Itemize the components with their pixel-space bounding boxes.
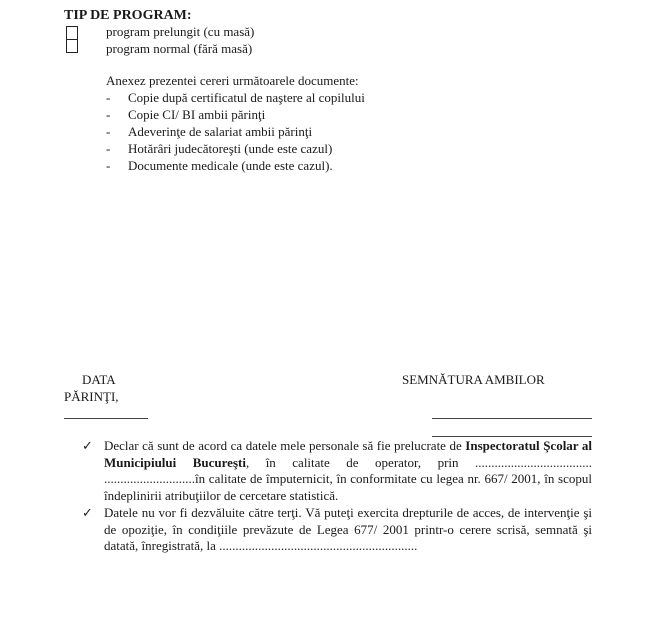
date-label: DATA bbox=[82, 372, 116, 387]
option-normal-program: program normal (fără masă) bbox=[106, 41, 253, 56]
signature-line-1[interactable] bbox=[432, 418, 592, 419]
checkbox-normal-program[interactable] bbox=[66, 40, 78, 53]
program-checkboxes[interactable] bbox=[64, 26, 78, 53]
inspectorate-name: Inspectoratul Şcolar al Municipiului Bucureşti bbox=[104, 438, 592, 470]
checkbox-extended-program[interactable] bbox=[66, 26, 78, 40]
documents-heading: Anexez prezentei cereri următoarele documente: bbox=[106, 73, 359, 88]
date-line[interactable] bbox=[64, 418, 148, 419]
document-item: - Documente medicale (unde este cazul). bbox=[106, 158, 333, 173]
checkmark-icon: ✓ bbox=[82, 505, 93, 520]
signature-label: SEMNĂTURA AMBILOR bbox=[402, 372, 545, 387]
option-extended-program: program prelungit (cu masă) bbox=[106, 24, 255, 39]
document-item: - Adeverinţe de salariat ambii părinţi bbox=[106, 124, 313, 139]
checkmark-icon: ✓ bbox=[82, 438, 93, 453]
signature-line-2[interactable] bbox=[432, 436, 592, 437]
program-type-title: TIP DE PROGRAM: bbox=[64, 8, 192, 23]
document-item: - Hotărâri judecătoreşti (unde este cazul) bbox=[106, 141, 333, 156]
parents-label: PĂRINŢI, bbox=[64, 389, 119, 404]
document-item: - Copie după certificatul de naştere al copilului bbox=[106, 90, 365, 105]
document-item: - Copie CI/ BI ambii părinţi bbox=[106, 107, 266, 122]
declaration-consent: ✓ Declar că sunt de acord ca datele mele personale să fie prelucrate de Inspectoratul Şcolar al Municipiului Bucureşti, în calitate de operator, prin .................................... ............................în calitate de împuternicit, în conformitate cu legea nr. 667/ 2001, în scopul îndeplinirii atribuţiilor de cercetare statistică. bbox=[82, 438, 592, 503]
declaration-privacy: ✓ Datele nu vor fi dezvăluite către terţi. Vă puteţi exercita drepturile de acces, de intervenţie şi de opoziţie, în condiţiile prevăzute de Legea 677/ 2001 printr-o cerere scrisă, semnată şi datată, înregistrată, la ............................................................. bbox=[82, 505, 592, 553]
